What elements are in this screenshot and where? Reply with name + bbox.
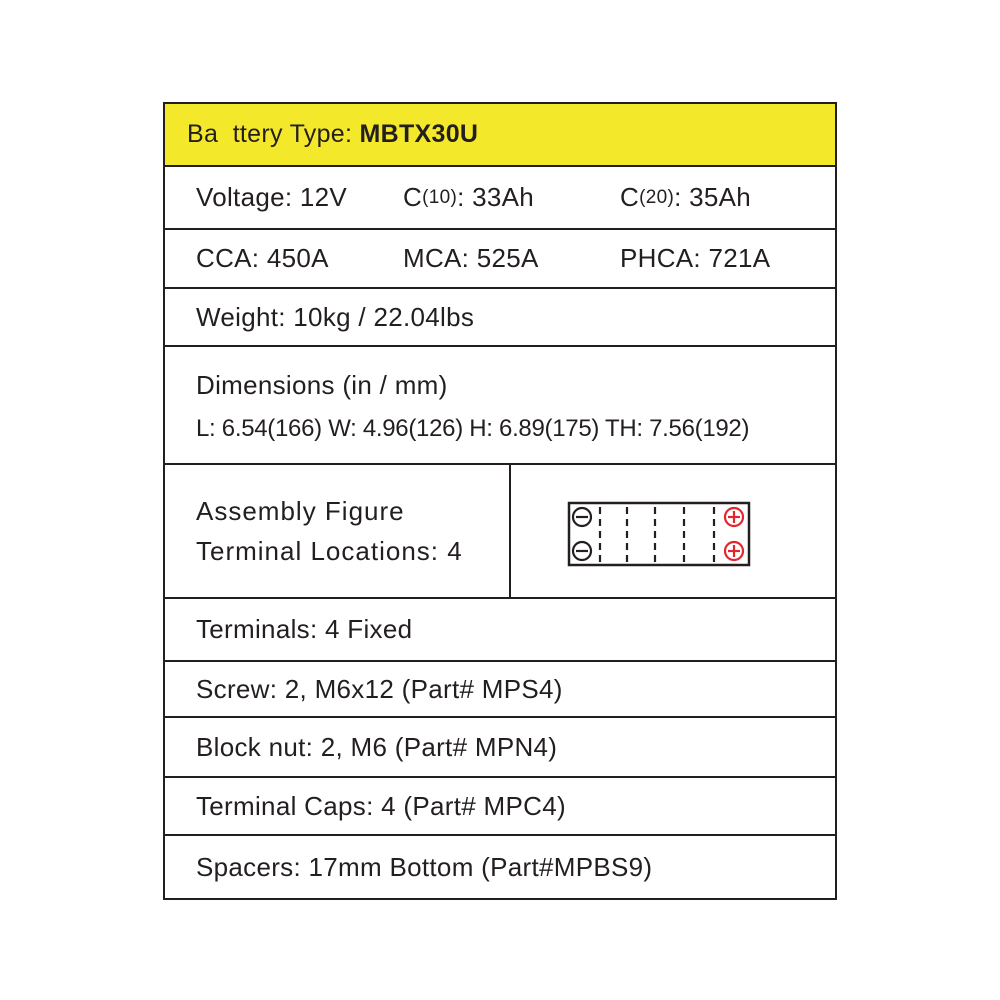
assembly-row — [165, 465, 835, 599]
block-nut-row — [165, 718, 835, 778]
battery-model: MBTX30U — [359, 120, 479, 148]
battery-type-row — [165, 104, 835, 167]
battery-type-label: Ba ttery Type: MBTX30U — [187, 120, 479, 148]
spacers-row — [165, 836, 835, 898]
terminal-caps-row — [165, 778, 835, 836]
weight-row — [165, 289, 835, 347]
battery-spec-table — [163, 102, 837, 900]
assembly-text — [165, 465, 511, 597]
dimensions-values: L: 6.54(166) W: 4.96(126) H: 6.89(175) TH: 7.56(192) — [196, 414, 750, 442]
phca-value: PHCA: 721A — [620, 243, 771, 273]
terminals-value: Terminals: 4 Fixed — [196, 614, 413, 644]
c10-capacity: C (10) : 33Ah — [403, 182, 535, 212]
electrical-row — [165, 167, 835, 230]
terminal-locations-label: Terminal Locations: 4 — [196, 536, 463, 566]
cca-value: CCA: 450A — [196, 243, 329, 273]
battery-outline — [569, 503, 749, 565]
terminal-caps-value: Terminal Caps: 4 (Part# MPC4) — [196, 790, 566, 821]
mca-value: MCA: 525A — [403, 243, 539, 273]
battery-terminal-diagram — [567, 501, 753, 567]
dimensions-heading: Dimensions (in / mm) — [196, 369, 448, 400]
spacers-value: Spacers: 17mm Bottom (Part#MPBS9) — [196, 851, 653, 882]
assembly-figure-label: Assembly Figure — [196, 496, 405, 526]
voltage-value: Voltage: 12V — [196, 182, 348, 212]
terminals-row — [165, 599, 835, 662]
block-nut-value: Block nut: 2, M6 (Part# MPN4) — [196, 731, 558, 762]
dimensions-row — [165, 347, 835, 465]
screw-row — [165, 662, 835, 718]
cranking-row — [165, 230, 835, 289]
weight-value: Weight: 10kg / 22.04lbs — [196, 301, 475, 332]
screw-value: Screw: 2, M6x12 (Part# MPS4) — [196, 673, 563, 704]
c20-capacity: C (20) : 35Ah — [620, 182, 752, 212]
